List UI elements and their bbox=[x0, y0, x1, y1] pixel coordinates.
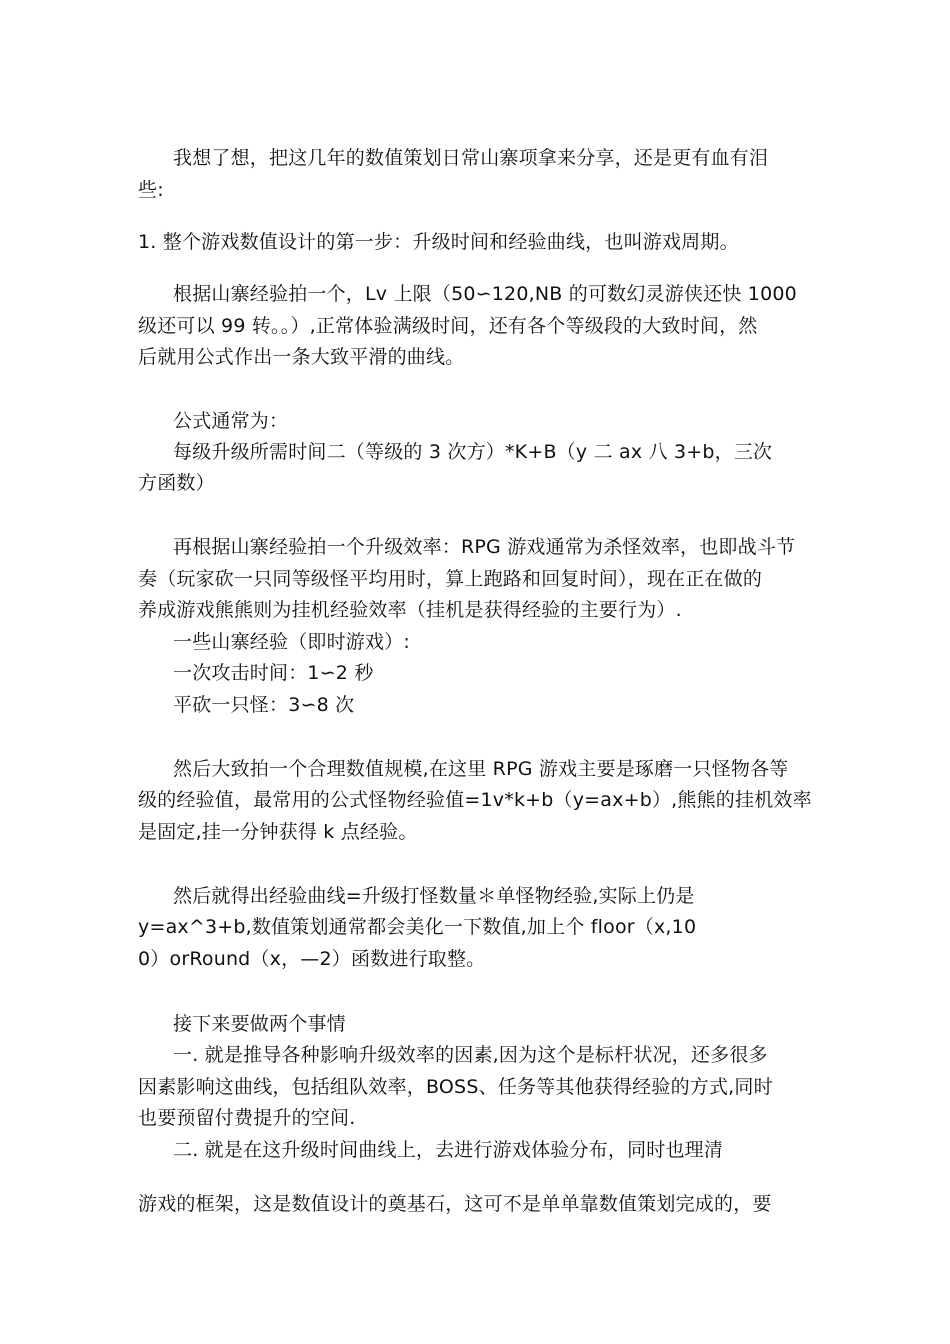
text-line: 0）orRound（x，—2）函数进行取整。 bbox=[138, 948, 486, 970]
text-line: 一. 就是推导各种影响升级效率的因素,因为这个是标杆状况，还多很多 bbox=[173, 1044, 768, 1066]
text-line: 1. 整个游戏数值设计的第一步：升级时间和经验曲线，也叫游戏周期。 bbox=[138, 231, 739, 253]
text-line: 奏（玩家砍一只同等级怪平均用时，算上跑路和回复时间），现在正在做的 bbox=[138, 568, 763, 590]
text-line: 公式通常为： bbox=[173, 410, 289, 432]
text-line: 然后大致拍一个合理数值规模,在这里 RPG 游戏主要是琢磨一只怪物各等 bbox=[173, 758, 789, 780]
text-line: 然后就得出经验曲线=升级打怪数量＊单怪物经验,实际上仍是 bbox=[173, 885, 695, 907]
text-line: 因素影响这曲线，包括组队效率，BOSS、任务等其他获得经验的方式,同时 bbox=[138, 1076, 773, 1098]
text-line: 一次攻击时间：1∽2 秒 bbox=[173, 662, 374, 684]
text-line: 也要预留付费提升的空间. bbox=[138, 1107, 356, 1129]
text-line: 后就用公式作出一条大致平滑的曲线。 bbox=[138, 346, 465, 368]
text-line: y=ax^3+b,数值策划通常都会美化一下数值,加上个 floor（x,10 bbox=[138, 916, 697, 938]
text-line: 一些山寨经验（即时游戏）: bbox=[173, 631, 411, 653]
text-line: 级还可以 99 转。。）,正常体验满级时间，还有各个等级段的大致时间，然 bbox=[138, 315, 758, 337]
text-line: 我想了想，把这几年的数值策划日常山寨项拿来分享，还是更有血有泪 bbox=[173, 147, 769, 169]
text-line: 是固定,挂一分钟获得 k 点经验。 bbox=[138, 821, 418, 843]
text-line: 再根据山寨经验拍一个升级效率：RPG 游戏通常为杀怪效率，也即战斗节 bbox=[173, 536, 796, 558]
text-line: 养成游戏熊熊则为挂机经验效率（挂机是获得经验的主要行为）. bbox=[138, 599, 682, 621]
text-line: 些: bbox=[138, 179, 164, 201]
text-line: 平砍一只怪：3∽8 次 bbox=[173, 694, 355, 716]
text-line: 游戏的框架，这是数值设计的奠基石，这可不是单单靠数值策划完成的，要 bbox=[138, 1193, 772, 1215]
text-line: 级的经验值，最常用的公式怪物经验值=1v*k+b（y=ax+b）,熊熊的挂机效率 bbox=[138, 789, 812, 811]
text-line: 根据山寨经验拍一个，Lv 上限（50∽120,NB 的可数幻灵游侠还快 1000 bbox=[173, 283, 797, 305]
text-line: 二. 就是在这升级时间曲线上，去进行游戏体验分布，同时也理清 bbox=[173, 1139, 724, 1161]
text-line: 方函数） bbox=[138, 472, 215, 494]
text-line: 接下来要做两个事情 bbox=[173, 1013, 346, 1035]
text-line: 每级升级所需时间二（等级的 3 次方）*K+B（y 二 ax 八 3+b，三次 bbox=[173, 441, 773, 463]
